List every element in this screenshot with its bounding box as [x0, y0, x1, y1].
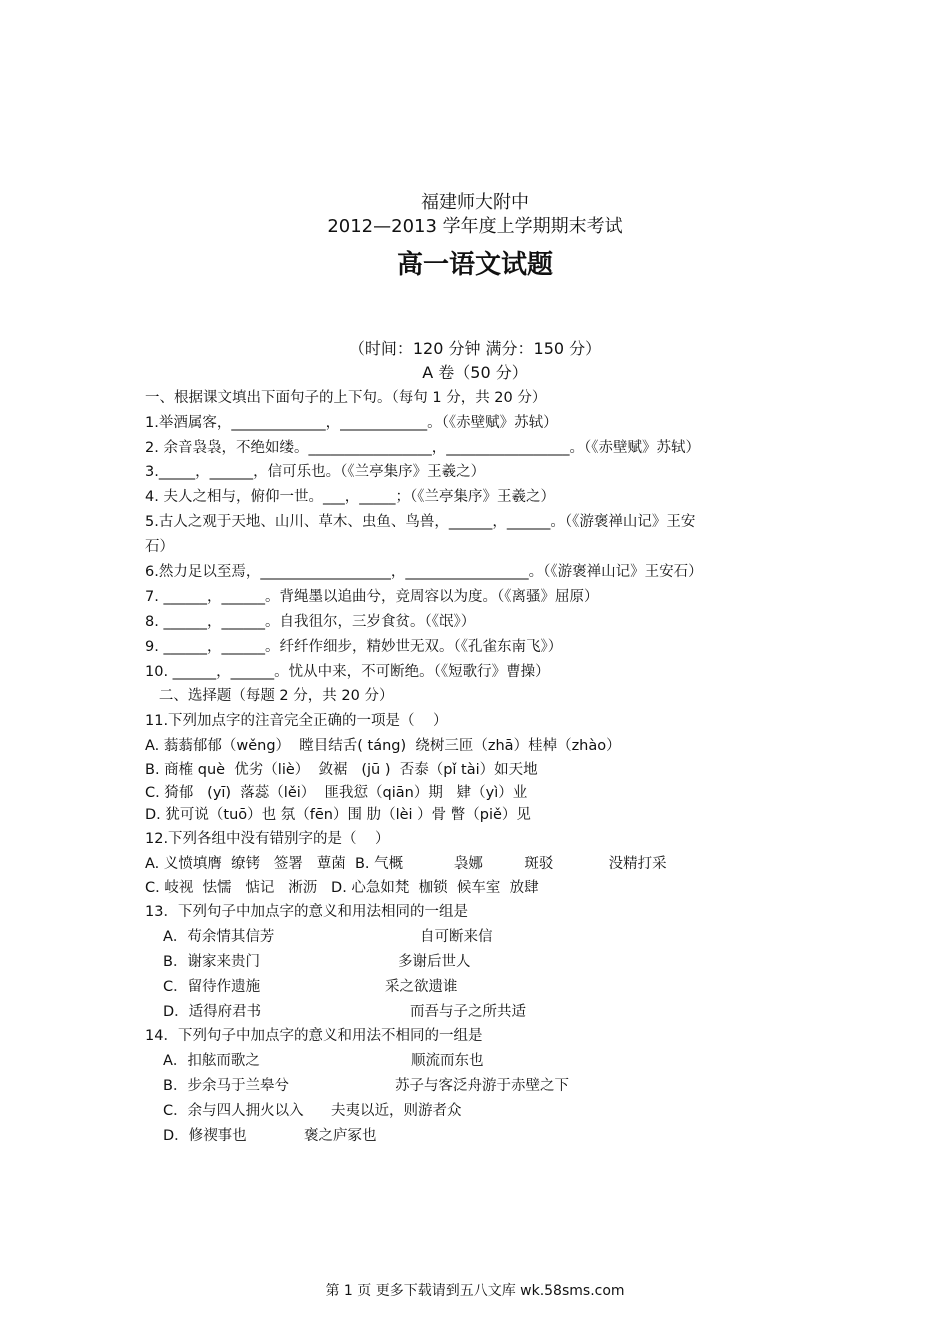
text-line: 6.然力足以至焉，__________________，_________________。（《游褒禅山记》王安石）: [145, 564, 703, 580]
text-line: 10. ______，______。忧从中来，不可断绝。（《短歌行》曹操）: [145, 664, 550, 680]
text-line: 2. 余音袅袅，不绝如缕。_________________，_________________。（《赤壁赋》苏轼）: [145, 440, 700, 456]
text-line: 12.下列各组中没有错别字的是（ ）: [145, 831, 390, 847]
text-line: 11.下列加点字的注音完全正确的一项是（ ）: [145, 713, 448, 729]
text-line: B. 商榷 què 优劣（liè） 敛裾 (jū ) 否泰（pǐ tài）如天地: [145, 762, 538, 778]
text-line: 7. ______，______。背绳墨以追曲兮，竞周容以为度。（《离骚》屈原）: [145, 589, 599, 605]
text-line: 3._____，______，信可乐也。（《兰亭集序》王羲之）: [145, 464, 486, 480]
question-14-title: 14．下列句子中加点字的意义和用法不相同的一组是: [145, 1028, 483, 1044]
option-right: 采之欲遗谁: [385, 979, 458, 995]
school-name: 福建师大附中: [421, 192, 529, 213]
option-left: B．谢家来贵门: [163, 954, 260, 970]
text-line: 一、根据课文填出下面句子的上下句。（每句 1 分，共 20 分）: [145, 390, 547, 406]
option-right: 顺流而东也: [411, 1053, 484, 1069]
option-right: 而吾与子之所共适: [410, 1004, 526, 1020]
option-left: B．步余马于兰皋兮: [163, 1078, 289, 1094]
exam-meta: （时间：120 分钟 满分：150 分）: [348, 339, 602, 358]
option-left: C．余与四人拥火以入: [163, 1103, 304, 1119]
text-line: 9. ______，______。纤纤作细步，精妙世无双。（《孔雀东南飞》）: [145, 639, 563, 655]
option-left: A．扣舷而歌之: [163, 1053, 260, 1069]
text-line: 二、选择题（每题 2 分，共 20 分）: [145, 688, 394, 704]
exam-term: 2012—2013 学年度上学期期末考试: [327, 216, 623, 237]
text-line: A. 蓊蓊郁郁（wěng） 瞠目结舌( táng) 绕树三匝（zhā）桂棹（zhào）: [145, 738, 621, 754]
page-footer: 第 1 页 更多下载请到五八文库 wk.58sms.com: [325, 1283, 625, 1299]
page-title: 高一语文试题: [396, 250, 553, 280]
option-left: D．适得府君书: [163, 1004, 262, 1020]
text-line: 13．下列句子中加点字的意义和用法相同的一组是: [145, 904, 468, 920]
option-right: 苏子与客泛舟游于赤壁之下: [395, 1078, 569, 1094]
text-line: C. 猗郁 (yī) 落蕊（lěi） 匪我愆（qiān）期 肄（yì）业: [145, 785, 528, 801]
text-line: C. 岐视 怯懦 惦记 淅沥 D. 心急如梵 枷锁 候车室 放肆: [145, 880, 539, 896]
volume-heading: A 卷（50 分）: [422, 363, 528, 382]
text-line: 石）: [145, 539, 174, 555]
option-left: D．修禊事也: [163, 1128, 247, 1144]
option-right: 自可断来信: [420, 929, 493, 945]
option-right: 夫夷以近，则游者众: [331, 1103, 462, 1119]
text-line: 4. 夫人之相与，俯仰一世。___，_____；（《兰亭集序》王羲之）: [145, 489, 555, 505]
option-right: 多谢后世人: [398, 954, 471, 970]
text-line: 8. ______，______。自我徂尔，三岁食贫。（《氓》）: [145, 614, 476, 630]
option-left: C．留待作遗施: [163, 979, 261, 995]
text-line: D. 犹可说（tuō）也 氛（fēn）围 肋（lèi ）骨 瞥（piě）见: [145, 807, 531, 823]
text-line: 1.举酒属客，_____________，____________。（《赤壁赋》苏轼）: [145, 415, 558, 431]
text-line: A. 义愤填膺 缭铐 签署 蕈菌 B. 气概 袅娜 斑驳 没精打采: [145, 856, 667, 872]
option-right: 褒之庐冢也: [304, 1128, 377, 1144]
text-line: 5.古人之观于天地、山川、草木、虫鱼、鸟兽，______，______。（《游褒禅山记》王安: [145, 514, 696, 530]
option-left: A．苟余情其信芳: [163, 929, 275, 945]
